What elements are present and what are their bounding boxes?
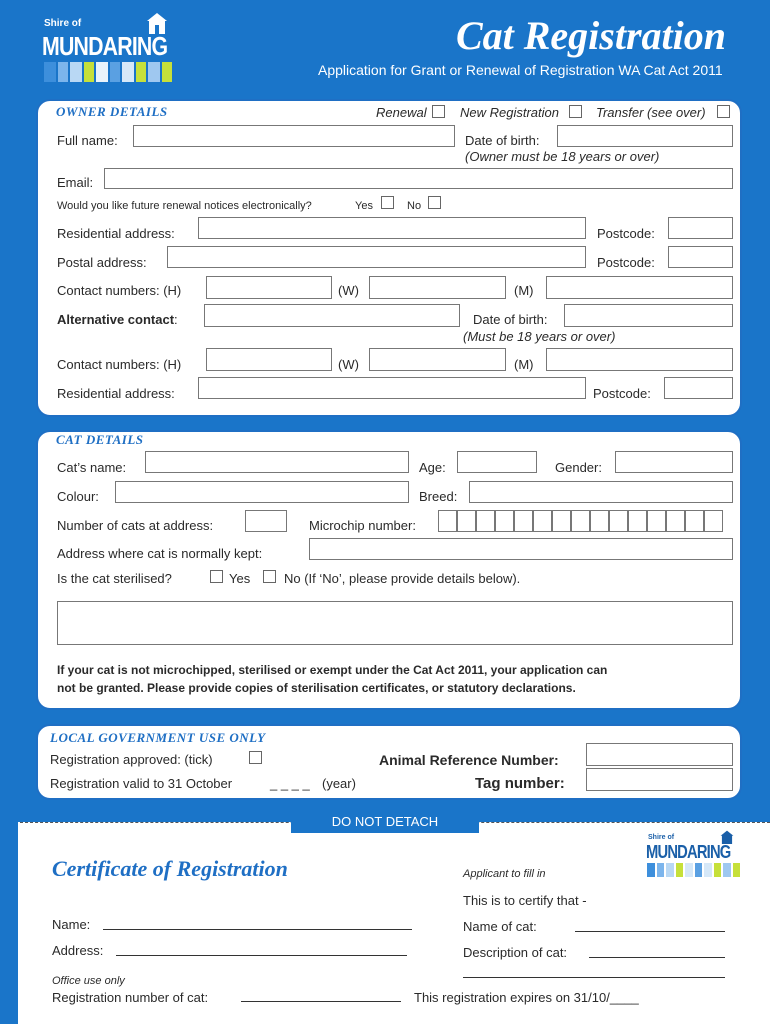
alt-dob-label: Date of birth:	[473, 312, 548, 327]
logo	[42, 12, 182, 84]
address-kept-label: Address where cat is normally kept:	[57, 546, 263, 561]
alt-contact-mobile-input[interactable]	[546, 348, 733, 371]
cert-name-line[interactable]	[103, 929, 412, 930]
dob-input[interactable]	[557, 125, 733, 147]
alternative-contact-colon: :	[174, 312, 178, 327]
contact-home-label: Contact numbers: (H)	[57, 283, 182, 298]
breed-label: Breed:	[419, 489, 458, 504]
age-input[interactable]	[457, 451, 537, 473]
full-name-input[interactable]	[133, 125, 455, 147]
renewal-checkbox[interactable]	[432, 105, 445, 118]
gender-input[interactable]	[615, 451, 733, 473]
expires-text: This registration expires on 31/10/____	[414, 990, 639, 1005]
certificate-title: Certificate of Registration	[52, 856, 288, 881]
owner-details-heading: OWNER DETAILS	[56, 104, 168, 119]
cert-cat-name-line[interactable]	[575, 931, 725, 932]
microchip-digit[interactable]	[438, 510, 457, 532]
alt-residential-address-label: Residential address:	[57, 386, 175, 401]
alternative-contact-text: Alternative contact	[57, 312, 175, 327]
microchip-digit[interactable]	[552, 510, 571, 532]
residential-address-label: Residential address:	[57, 226, 175, 241]
microchip-digit[interactable]	[704, 510, 723, 532]
sterilised-yes-label: Yes	[229, 571, 251, 586]
email-input[interactable]	[104, 168, 733, 189]
dob-label: Date of birth:	[465, 133, 540, 148]
certificate-logo-big: MUNDARING	[646, 842, 731, 862]
office-use-note: Office use only	[52, 975, 125, 987]
do-not-detach-badge: DO NOT DETACH	[291, 811, 479, 833]
cert-address-line[interactable]	[116, 955, 407, 956]
cert-description-line[interactable]	[589, 957, 725, 958]
postal-postcode-input[interactable]	[668, 246, 733, 268]
certificate-logo-small: Shire of	[648, 834, 675, 841]
alt-dob-input[interactable]	[564, 304, 733, 327]
microchip-digit[interactable]	[647, 510, 666, 532]
reg-number-line[interactable]	[241, 1001, 401, 1002]
alt-residential-address-input[interactable]	[198, 377, 586, 399]
renewal-yes-label: Yes	[355, 200, 373, 212]
alt-postcode-input[interactable]	[664, 377, 733, 399]
registration-valid-label: Registration valid to 31 October	[50, 776, 233, 791]
microchip-digit[interactable]	[533, 510, 552, 532]
microchip-digit[interactable]	[666, 510, 685, 532]
age-label: Age:	[419, 460, 446, 475]
certificate-logo-stripes	[647, 863, 741, 877]
alt-contact-home-label: Contact numbers: (H)	[57, 357, 182, 372]
cert-cat-name-label: Name of cat:	[463, 919, 537, 934]
cert-address-label: Address:	[52, 943, 104, 958]
cert-description-label: Description of cat:	[463, 945, 568, 960]
alt-contact-work-label: (W)	[338, 357, 359, 372]
gender-label: Gender:	[555, 460, 602, 475]
postal-address-label: Postal address:	[57, 255, 147, 270]
year-blank: _ _ _ _	[270, 776, 310, 791]
logo-small-text: Shire of	[44, 18, 82, 29]
animal-reference-label: Animal Reference Number:	[379, 752, 559, 768]
registration-approved-checkbox[interactable]	[249, 751, 262, 764]
full-name-label: Full name:	[57, 133, 118, 148]
sterilised-no-label: No (If ‘No’, please provide details below).	[284, 571, 521, 586]
postcode-label: Postcode:	[597, 226, 655, 241]
cert-name-label: Name:	[52, 917, 91, 932]
address-kept-input[interactable]	[309, 538, 733, 560]
postcode-input[interactable]	[668, 217, 733, 239]
alternative-contact-label	[57, 312, 178, 327]
cert-description-line-2[interactable]	[463, 977, 725, 978]
notice-line-1: If your cat is not microchipped, sterilised or exempt under the Cat Act 2011, your application can	[57, 663, 608, 677]
cat-name-input[interactable]	[145, 451, 409, 473]
local-gov-heading: LOCAL GOVERNMENT USE ONLY	[50, 730, 266, 745]
microchip-digit[interactable]	[628, 510, 647, 532]
registration-approved-label: Registration approved: (tick)	[50, 752, 213, 767]
page-subtitle: Application for Grant or Renewal of Registration WA Cat Act 2011	[318, 62, 723, 78]
tag-number-label: Tag number:	[475, 775, 565, 792]
certificate-logo	[646, 830, 742, 880]
new-registration-label: New Registration	[460, 105, 559, 120]
alt-contact-mobile-label: (M)	[514, 357, 534, 372]
contact-work-input[interactable]	[369, 276, 506, 299]
contact-mobile-input[interactable]	[546, 276, 733, 299]
contact-work-label: (W)	[338, 283, 359, 298]
microchip-digit[interactable]	[457, 510, 476, 532]
microchip-digit[interactable]	[590, 510, 609, 532]
cat-details-heading: CAT DETAILS	[56, 432, 144, 447]
colour-input[interactable]	[115, 481, 409, 503]
colour-label: Colour:	[57, 489, 99, 504]
tag-number-input[interactable]	[586, 768, 733, 791]
dob-note: (Owner must be 18 years or over)	[465, 149, 660, 164]
transfer-checkbox[interactable]	[717, 105, 730, 118]
applicant-fill-note: Applicant to fill in	[463, 868, 546, 880]
renewal-yes-checkbox[interactable]	[381, 196, 394, 209]
residential-address-input[interactable]	[198, 217, 586, 239]
contact-mobile-label: (M)	[514, 283, 534, 298]
microchip-digit[interactable]	[609, 510, 628, 532]
microchip-digit[interactable]	[476, 510, 495, 532]
logo-stripes	[44, 62, 180, 82]
sterilised-no-checkbox[interactable]	[263, 570, 276, 583]
renewal-no-checkbox[interactable]	[428, 196, 441, 209]
animal-reference-input[interactable]	[586, 743, 733, 766]
breed-input[interactable]	[469, 481, 733, 503]
microchip-digit[interactable]	[495, 510, 514, 532]
sterilised-question: Is the cat sterilised?	[57, 571, 172, 586]
alt-postcode-label: Postcode:	[593, 386, 651, 401]
email-label: Email:	[57, 175, 94, 190]
new-registration-checkbox[interactable]	[569, 105, 582, 118]
microchip-digit[interactable]	[514, 510, 533, 532]
postal-postcode-label: Postcode:	[597, 255, 655, 270]
renewal-label: Renewal	[376, 105, 427, 120]
renewal-notice-question: Would you like future renewal notices electronically?	[57, 200, 312, 212]
notice-line-2: not be granted. Please provide copies of sterilisation certificates, or statutory declarations.	[57, 681, 576, 695]
alt-contact-home-input[interactable]	[206, 348, 332, 371]
cat-name-label: Cat’s name:	[57, 460, 127, 475]
microchip-digit[interactable]	[571, 510, 590, 532]
year-label: (year)	[322, 776, 356, 791]
microchip-label: Microchip number:	[309, 518, 416, 533]
transfer-label: Transfer (see over)	[596, 105, 706, 120]
sterilised-yes-checkbox[interactable]	[210, 570, 223, 583]
reg-number-label: Registration number of cat:	[52, 990, 209, 1005]
microchip-digit[interactable]	[685, 510, 704, 532]
num-cats-input[interactable]	[245, 510, 287, 532]
page-title: Cat Registration	[455, 13, 726, 58]
contact-home-input[interactable]	[206, 276, 332, 299]
alternative-contact-input[interactable]	[204, 304, 460, 327]
sterilisation-details-textarea[interactable]	[57, 601, 733, 645]
num-cats-label: Number of cats at address:	[57, 518, 214, 533]
postal-address-input[interactable]	[167, 246, 586, 268]
logo-big-text: MUNDARING	[42, 31, 168, 61]
renewal-no-label: No	[407, 200, 422, 212]
alt-contact-work-input[interactable]	[369, 348, 506, 371]
alt-dob-note: (Must be 18 years or over)	[463, 329, 616, 344]
certify-text: This is to certify that -	[463, 893, 587, 908]
